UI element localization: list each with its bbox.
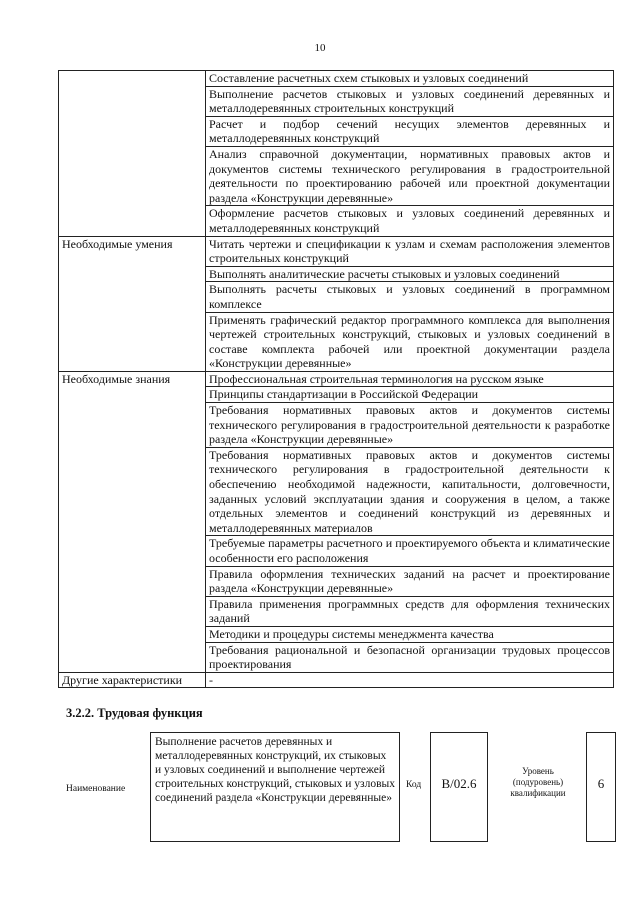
name-value: Выполнение расчетов деревянных и металлодеревянных конструкций, их стыковых и узловых соединений и выполнение чертежей строительных конструкций, стыковых и узловых соединений раздела «Конструкции деревянные» [150,732,400,842]
row-label [59,266,206,282]
table-row [59,672,614,688]
name-label: Наименование [66,784,126,794]
row-value: Расчет и подбор сечений несущих элементов деревянных и металлодеревянных конструкций [206,116,614,146]
row-value: Выполнять расчеты стыковых и узловых соединений в программном комплексе [206,282,614,312]
row-value: Требования нормативных правовых актов и документов системы технического регулирования в градостроительной деятельности к разработке раздела «Конструкции деревянные» [206,403,614,448]
row-label: Необходимые умения [59,236,206,266]
section-heading: 3.2.2. Трудовая функция [66,706,203,720]
row-label [59,387,206,403]
row-value: Читать чертежи и спецификации к узлам и схемам расположения элементов строительных конструкций [206,236,614,266]
row-label [59,566,206,596]
row-label [59,86,206,116]
table-row [59,266,614,282]
row-value: - [206,672,614,688]
row-label [59,403,206,448]
row-label [59,596,206,626]
row-value: Правила применения программных средств для оформления технических заданий [206,596,614,626]
table-row [59,536,614,566]
row-label [59,642,206,672]
table-row [59,626,614,642]
row-label [59,536,206,566]
table-row [59,116,614,146]
table-row [59,86,614,116]
row-label [59,206,206,236]
row-label: Необходимые знания [59,371,206,387]
row-label [59,312,206,371]
row-label: Другие характеристики [59,672,206,688]
row-label [59,447,206,536]
row-value: Требования рациональной и безопасной организации трудовых процессов проектирования [206,642,614,672]
table-row [59,403,614,448]
page-number: 10 [314,42,326,54]
level-value: 6 [586,732,616,842]
table-row [59,447,614,536]
table-row [59,282,614,312]
labor-function-row [58,732,618,842]
row-label [59,116,206,146]
table-row [59,236,614,266]
row-value: Выполнять аналитические расчеты стыковых и узловых соединений [206,266,614,282]
table-row [59,312,614,371]
row-value: Выполнение расчетов стыковых и узловых соединений деревянных и металлодеревянных строительных конструкций [206,86,614,116]
row-label [59,626,206,642]
row-value: Применять графический редактор программного комплекса для выполнения чертежей строительных конструкций, стыковых и узловых соединений в составе комплекта рабочей или проектной документации раздела «Конструкции деревянные» [206,312,614,371]
table-row [59,146,614,205]
row-label [59,71,206,87]
code-label: Код [406,780,422,790]
row-value: Требуемые параметры расчетного и проектируемого объекта и климатические особенности его расположения [206,536,614,566]
row-value: Принципы стандартизации в Российской Федерации [206,387,614,403]
table-row [59,387,614,403]
row-value: Правила оформления технических заданий на расчет и проектирование раздела «Конструкции деревянные» [206,566,614,596]
row-value: Требования нормативных правовых актов и документов системы технического регулирования в градостроительной деятельности к обеспечению необходимой надежности, капитальности, долговечности, заданных условий эксплуатации здания и сооружения в целом, а также отдельных элементов и соединений конструкций из деревянных и металлодеревянных материалов [206,447,614,536]
table-row [59,642,614,672]
table-row [59,566,614,596]
table-row [59,371,614,387]
requirements-table [58,70,614,688]
row-value: Профессиональная строительная терминология на русском языке [206,371,614,387]
row-label [59,146,206,205]
level-label: Уровень (подуровень) квалификации [510,766,566,798]
table-row [59,596,614,626]
row-value: Оформление расчетов стыковых и узловых соединений деревянных и металлодеревянных конструкций [206,206,614,236]
table-row [59,206,614,236]
row-value: Составление расчетных схем стыковых и узловых соединений [206,71,614,87]
row-value: Анализ справочной документации, нормативных правовых актов и документов системы технического регулирования в градостроительной деятельности по проектированию рабочей или проектной документации раздела «Конструкции деревянные» [206,146,614,205]
code-value: B/02.6 [430,732,488,842]
table-row [59,71,614,87]
row-label [59,282,206,312]
row-value: Методики и процедуры системы менеджмента качества [206,626,614,642]
